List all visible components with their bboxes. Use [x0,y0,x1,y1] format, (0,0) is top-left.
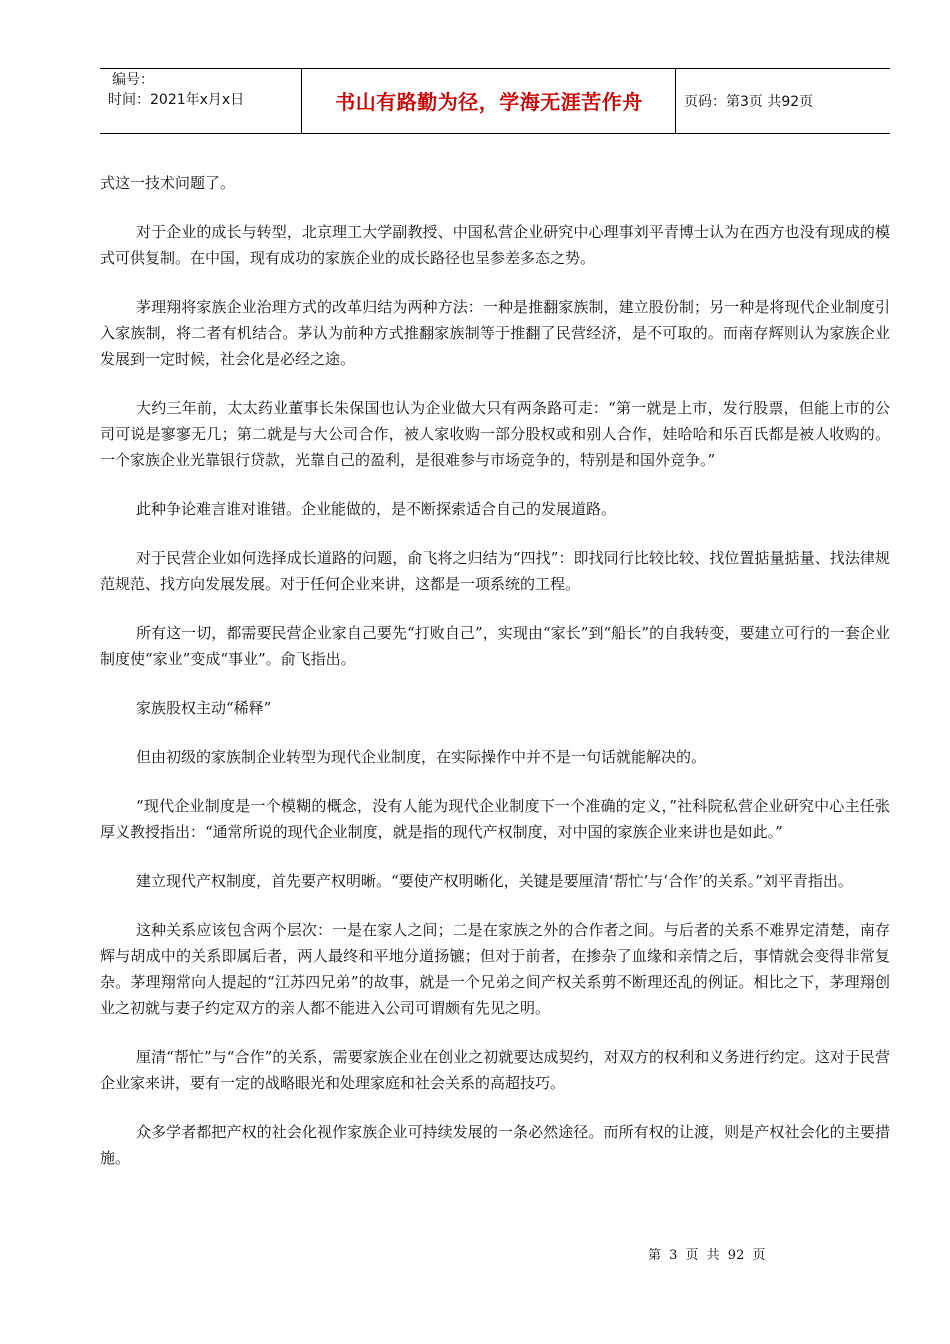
page-header [100,68,890,134]
paragraph: “现代企业制度是一个模糊的概念，没有人能为现代企业制度下一个准确的定义，”社科院私营企业研究中心主任张厚义教授指出：“通常所说的现代企业制度，就是指的现代产权制度，对中国的家族企业来讲也是如此。” [100,797,890,841]
paragraph: 众多学者都把产权的社会化视作家族企业可持续发展的一条必然途径。而所有权的让渡，则是产权社会化的主要措施。 [100,1123,890,1167]
header-motto-cell [302,69,676,133]
paragraph: 茅理翔将家族企业治理方式的改革归结为两种方法：一种是推翻家族制，建立股份制；另一种是将现代企业制度引入家族制，将二者有机结合。茅认为前种方式推翻家族制等于推翻了民营经济，是不可取的。而南存辉则认为家族企业发展到一定时候，社会化是必经之途。 [100,298,890,368]
paragraph: 厘清“帮忙”与“合作”的关系，需要家族企业在创业之初就要达成契约，对双方的权利和义务进行约定。这对于民营企业家来讲，要有一定的战略眼光和处理家庭和社会关系的高超技巧。 [100,1048,890,1092]
date-label: 时间：2021年x月x日 [108,92,245,108]
paragraph: 但由初级的家族制企业转型为现代企业制度，在实际操作中并不是一句话就能解决的。 [136,748,707,766]
document-body [100,170,890,1194]
serial-number-label: 编号： [112,72,154,88]
paragraph: 建立现代产权制度，首先要产权明晰。“要使产权明晰化，关键是要厘清‘帮忙’与‘合作’的关系。”刘平青指出。 [136,872,853,890]
motto-text: 书山有路勤为径，学海无涯苦作舟 [335,90,643,114]
paragraph: 对于企业的成长与转型，北京理工大学副教授、中国私营企业研究中心理事刘平青博士认为在西方也没有现成的模式可供复制。在中国，现有成功的家族企业的成长路径也呈参差多态之势。 [100,223,890,267]
paragraph: 所有这一切，都需要民营企业家自己要先“打败自己”，实现由“家长”到“船长”的自我转变，要建立可行的一套企业制度使“家业”变成“事业”。俞飞指出。 [100,624,890,668]
header-page-cell [676,69,890,133]
page-footer: 第 3 页 共 92 页 [648,1248,766,1263]
section-heading: 家族股权主动“稀释” [136,699,272,717]
header-info-cell [100,69,302,133]
paragraph: 式这一技术问题了。 [100,174,236,192]
paragraph: 这种关系应该包含两个层次：一是在家人之间；二是在家族之外的合作者之间。与后者的关系不难界定清楚，南存辉与胡成中的关系即属后者，两人最终和平地分道扬镳；但对于前者，在掺杂了血缘和亲情之后，事情就会变得非常复杂。茅理翔常向人提起的“江苏四兄弟”的故事，就是一个兄弟之间产权关系剪不断理还乱的例证。相比之下，茅理翔创业之初就与妻子约定双方的亲人都不能进入公司可谓颇有先见之明。 [100,921,890,1017]
paragraph: 对于民营企业如何选择成长道路的问题，俞飞将之归结为“四找”：即找同行比较比较、找位置掂量掂量、找法律规范规范、找方向发展发展。对于任何企业来讲，这都是一项系统的工程。 [100,549,890,593]
paragraph: 此种争论难言谁对谁错。企业能做的，是不断探索适合自己的发展道路。 [136,500,617,518]
paragraph: 大约三年前，太太药业董事长朱保国也认为企业做大只有两条路可走：“第一就是上市，发行股票，但能上市的公司可说是寥寥无几；第二就是与大公司合作，被人家收购一部分股权或和别人合作，娃哈哈和乐百氏都是被人收购的。一个家族企业光靠银行贷款，光靠自己的盈利，是很难参与市场竞争的，特别是和国外竞争。” [100,399,890,469]
page-code-label: 页码：第3页 共92页 [684,94,814,110]
